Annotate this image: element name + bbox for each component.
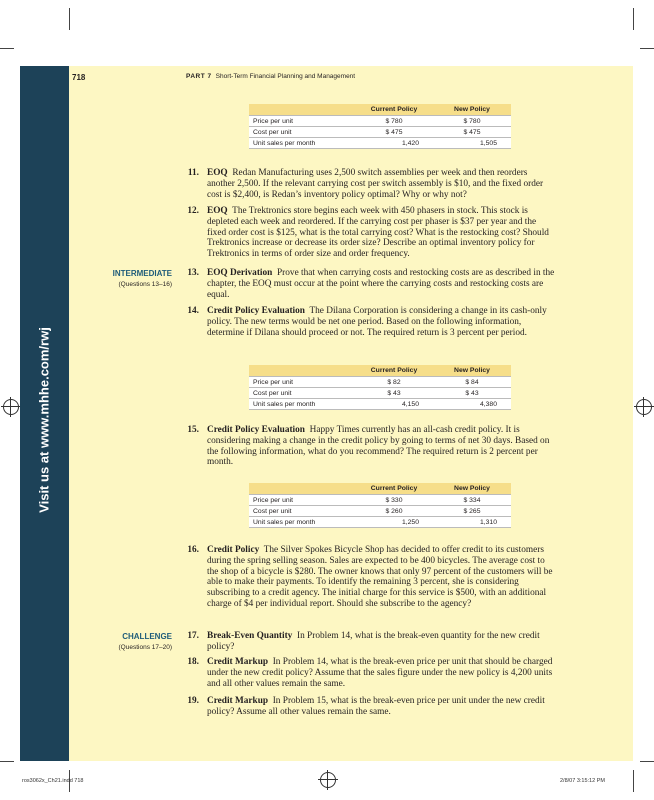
- problem-13: [177, 268, 557, 300]
- table-row: [249, 517, 511, 528]
- table-header-cell: New Policy: [433, 104, 511, 116]
- table-row: [249, 399, 511, 410]
- table-cell: $ 82: [355, 377, 433, 388]
- page-number: 718: [72, 73, 86, 82]
- problem-number: 16.: [187, 545, 199, 555]
- table-cell: $ 260: [355, 506, 433, 517]
- difficulty-level-label: INTERMEDIATE: [112, 269, 172, 278]
- table-header-cell: New Policy: [433, 365, 511, 377]
- problem-16: [177, 545, 557, 610]
- problem-number: 18.: [187, 657, 199, 667]
- problem-number: 17.: [187, 631, 199, 641]
- table-cell: $ 475: [355, 127, 433, 138]
- table-cell: Unit sales per month: [249, 399, 355, 410]
- table-cell: Price per unit: [249, 377, 355, 388]
- table-cell: 1,250: [355, 517, 433, 528]
- table-cell: $ 84: [433, 377, 511, 388]
- table-header-cell: Current Policy: [355, 483, 433, 495]
- table-header-cell: [249, 365, 355, 377]
- table-cell: $ 334: [433, 495, 511, 506]
- problem-number: 14.: [187, 306, 199, 316]
- part-label: PART 7: [186, 73, 212, 80]
- problem-text: Prove that when carrying costs and restocking costs are as described in the chapter, the EOQ must occur at the point where the carrying costs and restocking costs are equal.: [207, 268, 555, 300]
- sidebar-url-text: Visit us at www.mhhe.com/rwj: [36, 327, 52, 513]
- policy-table-1: [249, 104, 511, 149]
- table-cell: $ 265: [433, 506, 511, 517]
- problem-title: EOQ: [207, 168, 228, 178]
- problem-text: In Problem 15, what is the break-even price per unit under the new credit policy? Assume all other values remain the same.: [207, 696, 545, 717]
- table-row: [249, 377, 511, 388]
- table-cell: Unit sales per month: [249, 517, 355, 528]
- table-cell: Cost per unit: [249, 388, 355, 399]
- table-cell: 4,380: [433, 399, 511, 410]
- problem-title: Credit Markup: [207, 696, 269, 706]
- question-range: (Questions 17–20): [118, 644, 172, 651]
- table-row: [249, 138, 511, 149]
- problem-19: [177, 696, 557, 718]
- problem-14: [177, 306, 557, 338]
- table-cell: $ 780: [355, 116, 433, 127]
- problem-number: 12.: [187, 206, 199, 216]
- crop-mark: [633, 8, 634, 30]
- problem-text: Redan Manufacturing uses 2,500 switch assemblies per week and then reorders another 2,500. If the relevant carrying cost per switch assembly is $10, and the fixed order cost is $2,400, is Redan’s inventory policy optimal? Why or why not?: [207, 168, 544, 200]
- table-cell: Unit sales per month: [249, 138, 355, 149]
- problem-number: 19.: [187, 696, 199, 706]
- table-header-row: [249, 104, 511, 116]
- problem-title: Credit Policy Evaluation: [207, 306, 305, 316]
- table-header-cell: New Policy: [433, 483, 511, 495]
- table-cell: 1,310: [433, 517, 511, 528]
- problem-text: The Silver Spokes Bicycle Shop has decided to offer credit to its customers during the spring selling season. Sales are expected to be 400 bicycles. The average cost to the shop of a bicycle is $280. The owner knows that only 97 percent of the customers will be able to make their payments. To identify the remaining 3 percent, she is considering subscribing to a credit agency. The initial charge for this service is $500, with an additional charge of $4 per individual report. Should she subscribe to the agency?: [207, 545, 553, 609]
- problem-title: Break-Even Quantity: [207, 631, 293, 641]
- problem-18: [177, 657, 557, 689]
- crop-mark: [640, 761, 654, 762]
- question-range: (Questions 13–16): [118, 281, 172, 288]
- problem-11: [177, 168, 557, 200]
- table-row: [249, 506, 511, 517]
- registration-mark-icon: [636, 399, 652, 415]
- table-header-cell: [249, 483, 355, 495]
- difficulty-level-label: CHALLENGE: [122, 632, 172, 641]
- problem-15: [177, 425, 557, 468]
- table-row: [249, 388, 511, 399]
- problem-title: Credit Markup: [207, 657, 269, 667]
- problem-number: 13.: [187, 268, 199, 278]
- table-cell: $ 780: [433, 116, 511, 127]
- slug-filename: ros3062x_Ch21.indd 718: [22, 778, 84, 784]
- running-head: [186, 73, 355, 80]
- table-cell: $ 43: [433, 388, 511, 399]
- crop-mark: [69, 8, 70, 30]
- table-cell: Cost per unit: [249, 127, 355, 138]
- table-cell: $ 43: [355, 388, 433, 399]
- problem-title: EOQ Derivation: [207, 268, 273, 278]
- table-header-cell: Current Policy: [355, 104, 433, 116]
- registration-mark-icon: [3, 399, 19, 415]
- problem-text: The Trektronics store begins each week with 450 phasers in stock. This stock is depleted each week and reordered. If the carrying cost per phaser is $37 per year and the fixed order cost is $125, what is the total carrying cost? What is the restocking cost? Should Trektronics increase or decrease its order size? Describe an optimal inventory policy for Trektronics in terms of order size and order frequency.: [207, 206, 549, 259]
- problem-title: Credit Policy Evaluation: [207, 425, 305, 435]
- problem-text: Happy Times currently has an all-cash credit policy. It is considering making a change in the credit policy by going to terms of net 30 days. Based on the following information, what do you recommend? The required return is 2 percent per month.: [207, 425, 550, 468]
- policy-table-2: [249, 365, 511, 410]
- slug-timestamp: 2/8/07 3:15:12 PM: [560, 778, 605, 784]
- problem-text: In Problem 14, what is the break-even quantity for the new credit policy?: [207, 631, 540, 652]
- crop-mark: [633, 770, 634, 792]
- table-cell: 1,505: [433, 138, 511, 149]
- problem-12: [177, 206, 557, 260]
- problem-title: EOQ: [207, 206, 228, 216]
- table-cell: $ 475: [433, 127, 511, 138]
- crop-mark: [0, 761, 14, 762]
- table-cell: Price per unit: [249, 495, 355, 506]
- table-row: [249, 127, 511, 138]
- problem-text: In Problem 14, what is the break-even price per unit that should be charged under the new credit policy? Assume that the sales figure under the new policy is 4,200 units and all other values remain the same.: [207, 657, 553, 689]
- policy-table-3: [249, 483, 511, 528]
- problem-number: 15.: [187, 425, 199, 435]
- table-row: [249, 116, 511, 127]
- registration-mark-icon: [320, 772, 336, 788]
- crop-mark: [640, 48, 654, 49]
- table-row: [249, 495, 511, 506]
- table-cell: 4,150: [355, 399, 433, 410]
- problem-number: 11.: [187, 168, 199, 178]
- table-cell: $ 330: [355, 495, 433, 506]
- table-cell: 1,420: [355, 138, 433, 149]
- table-header-cell: Current Policy: [355, 365, 433, 377]
- problem-17: [177, 631, 557, 653]
- crop-mark: [0, 48, 14, 49]
- table-cell: Cost per unit: [249, 506, 355, 517]
- problem-text: The Dilana Corporation is considering a change in its cash-only policy. The new terms would be net one period. Based on the following information, determine if Dilana should proceed or not. The required return is 3 percent per period.: [207, 306, 547, 338]
- table-header-row: [249, 365, 511, 377]
- table-header-cell: [249, 104, 355, 116]
- table-cell: Price per unit: [249, 116, 355, 127]
- part-title: Short-Term Financial Planning and Management: [215, 73, 356, 80]
- table-header-row: [249, 483, 511, 495]
- problem-title: Credit Policy: [207, 545, 260, 555]
